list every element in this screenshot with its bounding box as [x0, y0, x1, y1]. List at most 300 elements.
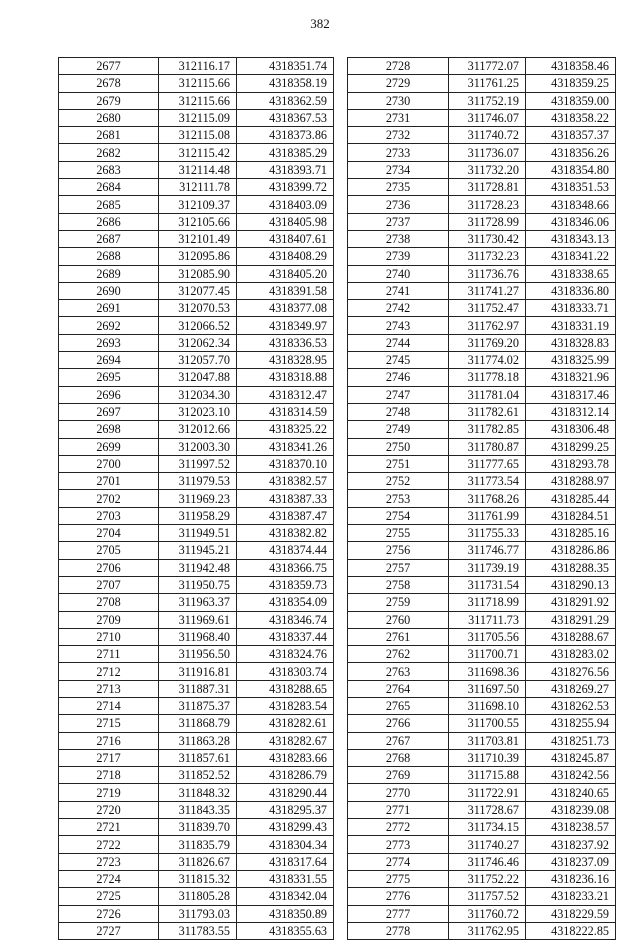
x-coordinate-cell: 311728.81 [449, 179, 526, 196]
table-row [348, 161, 616, 178]
table-row [59, 127, 334, 144]
point-number-cell: 2753 [348, 490, 449, 507]
point-number-cell: 2697 [59, 403, 159, 420]
x-coordinate-cell: 311868.79 [159, 715, 237, 732]
y-coordinate-cell: 4318325.22 [237, 421, 334, 438]
x-coordinate-cell: 312066.52 [159, 317, 237, 334]
y-coordinate-cell: 4318229.59 [526, 905, 616, 922]
y-coordinate-cell: 4318367.53 [237, 109, 334, 126]
y-coordinate-cell: 4318306.48 [526, 421, 616, 438]
table-row [348, 697, 616, 714]
point-number-cell: 2775 [348, 870, 449, 887]
point-number-cell: 2710 [59, 628, 159, 645]
y-coordinate-cell: 4318354.80 [526, 161, 616, 178]
point-number-cell: 2681 [59, 127, 159, 144]
table-row [348, 75, 616, 92]
x-coordinate-cell: 311762.95 [449, 922, 526, 939]
y-coordinate-cell: 4318286.79 [237, 767, 334, 784]
table-row [348, 473, 616, 490]
y-coordinate-cell: 4318283.54 [237, 697, 334, 714]
point-number-cell: 2720 [59, 801, 159, 818]
point-number-cell: 2722 [59, 836, 159, 853]
x-coordinate-cell: 311736.76 [449, 265, 526, 282]
x-coordinate-cell: 311768.26 [449, 490, 526, 507]
x-coordinate-cell: 311734.15 [449, 819, 526, 836]
table-row [59, 853, 334, 870]
y-coordinate-cell: 4318338.65 [526, 265, 616, 282]
point-number-cell: 2735 [348, 179, 449, 196]
y-coordinate-cell: 4318405.20 [237, 265, 334, 282]
x-coordinate-cell: 312095.86 [159, 248, 237, 265]
point-number-cell: 2704 [59, 525, 159, 542]
point-number-cell: 2700 [59, 455, 159, 472]
x-coordinate-cell: 312109.37 [159, 196, 237, 213]
point-number-cell: 2774 [348, 853, 449, 870]
table-row [348, 455, 616, 472]
x-coordinate-cell: 312115.66 [159, 75, 237, 92]
y-coordinate-cell: 4318245.87 [526, 749, 616, 766]
x-coordinate-cell: 311746.46 [449, 853, 526, 870]
y-coordinate-cell: 4318251.73 [526, 732, 616, 749]
table-row [348, 559, 616, 576]
y-coordinate-cell: 4318283.66 [237, 749, 334, 766]
y-coordinate-cell: 4318385.29 [237, 144, 334, 161]
table-row [348, 127, 616, 144]
x-coordinate-cell: 311752.19 [449, 92, 526, 109]
x-coordinate-cell: 311697.50 [449, 680, 526, 697]
point-number-cell: 2713 [59, 680, 159, 697]
point-number-cell: 2716 [59, 732, 159, 749]
y-coordinate-cell: 4318238.57 [526, 819, 616, 836]
x-coordinate-cell: 311863.28 [159, 732, 237, 749]
point-number-cell: 2768 [348, 749, 449, 766]
x-coordinate-cell: 311746.77 [449, 542, 526, 559]
y-coordinate-cell: 4318283.02 [526, 646, 616, 663]
x-coordinate-cell: 311826.67 [159, 853, 237, 870]
point-number-cell: 2719 [59, 784, 159, 801]
table-row [348, 749, 616, 766]
y-coordinate-cell: 4318237.09 [526, 853, 616, 870]
table-row [59, 663, 334, 680]
point-number-cell: 2686 [59, 213, 159, 230]
table-row [348, 386, 616, 403]
point-number-cell: 2738 [348, 230, 449, 247]
y-coordinate-cell: 4318321.96 [526, 369, 616, 386]
x-coordinate-cell: 311741.27 [449, 282, 526, 299]
x-coordinate-cell: 311700.55 [449, 715, 526, 732]
table-row [59, 905, 334, 922]
table-row [348, 732, 616, 749]
x-coordinate-cell: 311773.54 [449, 473, 526, 490]
y-coordinate-cell: 4318393.71 [237, 161, 334, 178]
table-row [59, 473, 334, 490]
point-number-cell: 2685 [59, 196, 159, 213]
x-coordinate-cell: 311740.27 [449, 836, 526, 853]
x-coordinate-cell: 312012.66 [159, 421, 237, 438]
x-coordinate-cell: 312034.30 [159, 386, 237, 403]
x-coordinate-cell: 311782.85 [449, 421, 526, 438]
point-number-cell: 2695 [59, 369, 159, 386]
table-row [348, 213, 616, 230]
table-row [348, 628, 616, 645]
x-coordinate-cell: 311728.67 [449, 801, 526, 818]
point-number-cell: 2701 [59, 473, 159, 490]
x-coordinate-cell: 311782.61 [449, 403, 526, 420]
point-number-cell: 2769 [348, 767, 449, 784]
table-row [348, 680, 616, 697]
x-coordinate-cell: 311857.61 [159, 749, 237, 766]
y-coordinate-cell: 4318405.98 [237, 213, 334, 230]
table-row [348, 421, 616, 438]
y-coordinate-cell: 4318288.35 [526, 559, 616, 576]
table-row [59, 75, 334, 92]
point-number-cell: 2740 [348, 265, 449, 282]
table-row [59, 594, 334, 611]
x-coordinate-cell: 311780.87 [449, 438, 526, 455]
table-row [348, 836, 616, 853]
y-coordinate-cell: 4318359.73 [237, 576, 334, 593]
y-coordinate-cell: 4318328.83 [526, 334, 616, 351]
y-coordinate-cell: 4318391.58 [237, 282, 334, 299]
y-coordinate-cell: 4318387.33 [237, 490, 334, 507]
table-row [348, 230, 616, 247]
x-coordinate-cell: 311761.99 [449, 507, 526, 524]
x-coordinate-cell: 311969.23 [159, 490, 237, 507]
table-row [59, 888, 334, 905]
table-row [348, 490, 616, 507]
x-coordinate-cell: 311839.70 [159, 819, 237, 836]
y-coordinate-cell: 4318333.71 [526, 300, 616, 317]
point-number-cell: 2717 [59, 749, 159, 766]
x-coordinate-cell: 311956.50 [159, 646, 237, 663]
point-number-cell: 2706 [59, 559, 159, 576]
point-number-cell: 2727 [59, 922, 159, 939]
y-coordinate-cell: 4318355.63 [237, 922, 334, 939]
x-coordinate-cell: 311761.25 [449, 75, 526, 92]
point-number-cell: 2754 [348, 507, 449, 524]
y-coordinate-cell: 4318317.64 [237, 853, 334, 870]
x-coordinate-cell: 312077.45 [159, 282, 237, 299]
point-number-cell: 2765 [348, 697, 449, 714]
table-row [348, 767, 616, 784]
y-coordinate-cell: 4318276.56 [526, 663, 616, 680]
table-row [59, 386, 334, 403]
y-coordinate-cell: 4318290.13 [526, 576, 616, 593]
point-number-cell: 2684 [59, 179, 159, 196]
x-coordinate-cell: 311835.79 [159, 836, 237, 853]
y-coordinate-cell: 4318336.53 [237, 334, 334, 351]
x-coordinate-cell: 312115.09 [159, 109, 237, 126]
y-coordinate-cell: 4318377.08 [237, 300, 334, 317]
x-coordinate-cell: 311752.22 [449, 870, 526, 887]
x-coordinate-cell: 311815.32 [159, 870, 237, 887]
y-coordinate-cell: 4318354.09 [237, 594, 334, 611]
point-number-cell: 2680 [59, 109, 159, 126]
y-coordinate-cell: 4318373.86 [237, 127, 334, 144]
x-coordinate-cell: 311728.99 [449, 213, 526, 230]
point-number-cell: 2708 [59, 594, 159, 611]
table-row [348, 282, 616, 299]
table-row [59, 334, 334, 351]
point-number-cell: 2741 [348, 282, 449, 299]
y-coordinate-cell: 4318331.19 [526, 317, 616, 334]
y-coordinate-cell: 4318403.09 [237, 196, 334, 213]
point-number-cell: 2778 [348, 922, 449, 939]
y-coordinate-cell: 4318366.75 [237, 559, 334, 576]
table-row [59, 248, 334, 265]
coordinates-table-right [347, 57, 616, 940]
y-coordinate-cell: 4318293.78 [526, 455, 616, 472]
y-coordinate-cell: 4318336.80 [526, 282, 616, 299]
point-number-cell: 2776 [348, 888, 449, 905]
y-coordinate-cell: 4318351.53 [526, 179, 616, 196]
y-coordinate-cell: 4318295.37 [237, 801, 334, 818]
y-coordinate-cell: 4318343.13 [526, 230, 616, 247]
y-coordinate-cell: 4318288.65 [237, 680, 334, 697]
x-coordinate-cell: 312047.88 [159, 369, 237, 386]
table-row [59, 230, 334, 247]
x-coordinate-cell: 311852.52 [159, 767, 237, 784]
point-number-cell: 2758 [348, 576, 449, 593]
table-row [59, 300, 334, 317]
table-row [348, 196, 616, 213]
table-row [59, 542, 334, 559]
table-row [348, 352, 616, 369]
x-coordinate-cell: 311700.71 [449, 646, 526, 663]
point-number-cell: 2742 [348, 300, 449, 317]
x-coordinate-cell: 311731.54 [449, 576, 526, 593]
y-coordinate-cell: 4318291.92 [526, 594, 616, 611]
y-coordinate-cell: 4318240.65 [526, 784, 616, 801]
table-row [59, 265, 334, 282]
table-row [348, 888, 616, 905]
y-coordinate-cell: 4318342.04 [237, 888, 334, 905]
point-number-cell: 2707 [59, 576, 159, 593]
table-row [59, 213, 334, 230]
y-coordinate-cell: 4318269.27 [526, 680, 616, 697]
table-row [59, 455, 334, 472]
y-coordinate-cell: 4318341.26 [237, 438, 334, 455]
table-row [348, 922, 616, 939]
point-number-cell: 2767 [348, 732, 449, 749]
table-row [59, 801, 334, 818]
point-number-cell: 2734 [348, 161, 449, 178]
y-coordinate-cell: 4318299.43 [237, 819, 334, 836]
y-coordinate-cell: 4318236.16 [526, 870, 616, 887]
x-coordinate-cell: 311916.81 [159, 663, 237, 680]
table-row [348, 905, 616, 922]
y-coordinate-cell: 4318284.51 [526, 507, 616, 524]
point-number-cell: 2723 [59, 853, 159, 870]
point-number-cell: 2711 [59, 646, 159, 663]
y-coordinate-cell: 4318285.44 [526, 490, 616, 507]
y-coordinate-cell: 4318362.59 [237, 92, 334, 109]
table-row [348, 594, 616, 611]
x-coordinate-cell: 311772.07 [449, 58, 526, 75]
table-row [59, 611, 334, 628]
table-row [59, 369, 334, 386]
point-number-cell: 2739 [348, 248, 449, 265]
x-coordinate-cell: 311757.52 [449, 888, 526, 905]
table-row [59, 92, 334, 109]
point-number-cell: 2743 [348, 317, 449, 334]
y-coordinate-cell: 4318318.88 [237, 369, 334, 386]
x-coordinate-cell: 312023.10 [159, 403, 237, 420]
y-coordinate-cell: 4318286.86 [526, 542, 616, 559]
point-number-cell: 2750 [348, 438, 449, 455]
point-number-cell: 2726 [59, 905, 159, 922]
y-coordinate-cell: 4318324.76 [237, 646, 334, 663]
point-number-cell: 2777 [348, 905, 449, 922]
table-row [348, 801, 616, 818]
y-coordinate-cell: 4318242.56 [526, 767, 616, 784]
point-number-cell: 2771 [348, 801, 449, 818]
point-number-cell: 2751 [348, 455, 449, 472]
y-coordinate-cell: 4318303.74 [237, 663, 334, 680]
point-number-cell: 2683 [59, 161, 159, 178]
y-coordinate-cell: 4318349.97 [237, 317, 334, 334]
x-coordinate-cell: 311739.19 [449, 559, 526, 576]
point-number-cell: 2678 [59, 75, 159, 92]
y-coordinate-cell: 4318237.92 [526, 836, 616, 853]
table-row [59, 646, 334, 663]
point-number-cell: 2705 [59, 542, 159, 559]
x-coordinate-cell: 312062.34 [159, 334, 237, 351]
y-coordinate-cell: 4318382.57 [237, 473, 334, 490]
point-number-cell: 2764 [348, 680, 449, 697]
page-number: 382 [310, 16, 330, 31]
x-coordinate-cell: 312114.48 [159, 161, 237, 178]
point-number-cell: 2712 [59, 663, 159, 680]
point-number-cell: 2759 [348, 594, 449, 611]
point-number-cell: 2747 [348, 386, 449, 403]
point-number-cell: 2718 [59, 767, 159, 784]
table-row [348, 369, 616, 386]
table-row [348, 438, 616, 455]
x-coordinate-cell: 311728.23 [449, 196, 526, 213]
x-coordinate-cell: 312101.49 [159, 230, 237, 247]
x-coordinate-cell: 311843.35 [159, 801, 237, 818]
table-row [59, 282, 334, 299]
x-coordinate-cell: 311963.37 [159, 594, 237, 611]
x-coordinate-cell: 311805.28 [159, 888, 237, 905]
table-row [59, 438, 334, 455]
point-number-cell: 2687 [59, 230, 159, 247]
table-row [348, 611, 616, 628]
y-coordinate-cell: 4318255.94 [526, 715, 616, 732]
y-coordinate-cell: 4318337.44 [237, 628, 334, 645]
y-coordinate-cell: 4318325.99 [526, 352, 616, 369]
x-coordinate-cell: 311718.99 [449, 594, 526, 611]
x-coordinate-cell: 311762.97 [449, 317, 526, 334]
table-row [348, 870, 616, 887]
y-coordinate-cell: 4318382.82 [237, 525, 334, 542]
y-coordinate-cell: 4318358.22 [526, 109, 616, 126]
y-coordinate-cell: 4318288.97 [526, 473, 616, 490]
x-coordinate-cell: 311746.07 [449, 109, 526, 126]
table-row [348, 144, 616, 161]
point-number-cell: 2746 [348, 369, 449, 386]
point-number-cell: 2682 [59, 144, 159, 161]
x-coordinate-cell: 311781.04 [449, 386, 526, 403]
point-number-cell: 2763 [348, 663, 449, 680]
point-number-cell: 2714 [59, 697, 159, 714]
table-row [348, 819, 616, 836]
y-coordinate-cell: 4318351.74 [237, 58, 334, 75]
table-row [59, 109, 334, 126]
point-number-cell: 2760 [348, 611, 449, 628]
table-row [59, 317, 334, 334]
point-number-cell: 2677 [59, 58, 159, 75]
table-row [348, 853, 616, 870]
x-coordinate-cell: 311979.53 [159, 473, 237, 490]
point-number-cell: 2736 [348, 196, 449, 213]
y-coordinate-cell: 4318358.19 [237, 75, 334, 92]
y-coordinate-cell: 4318356.26 [526, 144, 616, 161]
x-coordinate-cell: 311778.18 [449, 369, 526, 386]
point-number-cell: 2693 [59, 334, 159, 351]
y-coordinate-cell: 4318299.25 [526, 438, 616, 455]
y-coordinate-cell: 4318359.00 [526, 92, 616, 109]
y-coordinate-cell: 4318408.29 [237, 248, 334, 265]
point-number-cell: 2689 [59, 265, 159, 282]
table-row [348, 576, 616, 593]
y-coordinate-cell: 4318331.55 [237, 870, 334, 887]
y-coordinate-cell: 4318346.06 [526, 213, 616, 230]
table-row [59, 196, 334, 213]
table-row [59, 715, 334, 732]
table-row [59, 836, 334, 853]
y-coordinate-cell: 4318357.37 [526, 127, 616, 144]
x-coordinate-cell: 311942.48 [159, 559, 237, 576]
table-row [348, 403, 616, 420]
point-number-cell: 2732 [348, 127, 449, 144]
x-coordinate-cell: 311732.23 [449, 248, 526, 265]
y-coordinate-cell: 4318291.29 [526, 611, 616, 628]
point-number-cell: 2709 [59, 611, 159, 628]
table-row [59, 732, 334, 749]
table-row [59, 490, 334, 507]
x-coordinate-cell: 311997.52 [159, 455, 237, 472]
table-row [348, 507, 616, 524]
point-number-cell: 2762 [348, 646, 449, 663]
x-coordinate-cell: 311958.29 [159, 507, 237, 524]
x-coordinate-cell: 312115.42 [159, 144, 237, 161]
table-row [59, 922, 334, 939]
x-coordinate-cell: 311698.10 [449, 697, 526, 714]
y-coordinate-cell: 4318348.66 [526, 196, 616, 213]
point-number-cell: 2749 [348, 421, 449, 438]
table-row [348, 248, 616, 265]
point-number-cell: 2690 [59, 282, 159, 299]
x-coordinate-cell: 311760.72 [449, 905, 526, 922]
y-coordinate-cell: 4318239.08 [526, 801, 616, 818]
y-coordinate-cell: 4318346.74 [237, 611, 334, 628]
y-coordinate-cell: 4318359.25 [526, 75, 616, 92]
x-coordinate-cell: 311945.21 [159, 542, 237, 559]
table-row [348, 179, 616, 196]
y-coordinate-cell: 4318288.67 [526, 628, 616, 645]
y-coordinate-cell: 4318282.67 [237, 732, 334, 749]
point-number-cell: 2773 [348, 836, 449, 853]
x-coordinate-cell: 311848.32 [159, 784, 237, 801]
x-coordinate-cell: 311777.65 [449, 455, 526, 472]
x-coordinate-cell: 312057.70 [159, 352, 237, 369]
point-number-cell: 2698 [59, 421, 159, 438]
table-row [348, 334, 616, 351]
table-row [59, 525, 334, 542]
point-number-cell: 2755 [348, 525, 449, 542]
